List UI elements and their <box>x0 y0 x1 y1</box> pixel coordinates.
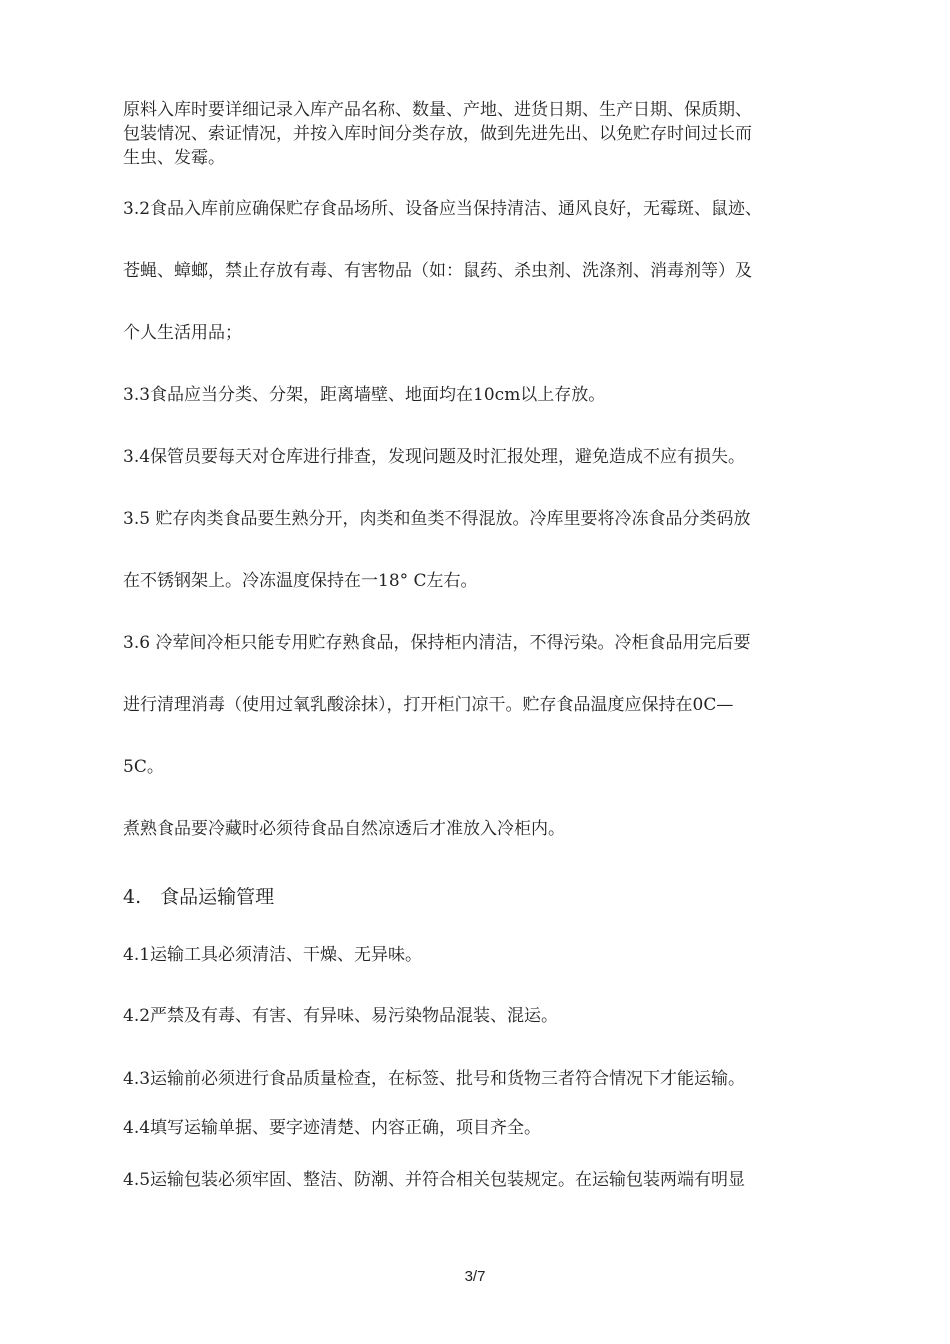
text-line: 煮熟食品要冷藏时必须待食品自然凉透后才准放入冷柜内。 <box>123 819 565 839</box>
text-line: 4.2严禁及有毒、有害、有异味、易污染物品混装、混运。 <box>123 1006 559 1026</box>
text-line: 3.5 贮存肉类食品要生熟分开，肉类和鱼类不得混放。冷库里要将冷冻食品分类码放 <box>123 509 751 529</box>
text-line: 3.6 冷荤间冷柜只能专用贮存熟食品，保持柜内清洁，不得污染。冷柜食品用完后要 <box>123 633 751 653</box>
text-line: 包装情况、索证情况，并按入库时间分类存放，做到先进先出、以免贮存时间过长而 <box>123 124 752 144</box>
section-heading: 4. 食品运输管理 <box>123 886 275 908</box>
text-line: 3.4保管员要每天对仓库进行排查，发现问题及时汇报处理，避免造成不应有损失。 <box>123 447 746 467</box>
text-line: 苍蝇、蟑螂，禁止存放有毒、有害物品（如：鼠药、杀虫剂、洗涤剂、消毒剂等）及 <box>123 261 752 281</box>
text-line: 原料入库时要详细记录入库产品名称、数量、产地、进货日期、生产日期、保质期、 <box>123 100 752 120</box>
text-line: 4.4填写运输单据、要字迹清楚、内容正确，项目齐全。 <box>123 1118 542 1138</box>
text-line: 3.3食品应当分类、分架，距离墙壁、地面均在10cm以上存放。 <box>123 385 606 405</box>
text-line: 5C。 <box>123 757 164 777</box>
text-line: 进行清理消毒（使用过氧乳酸涂抹），打开柜门凉干。贮存食品温度应保持在0C— <box>123 695 734 715</box>
text-line: 生虫、发霉。 <box>123 148 225 168</box>
text-line: 个人生活用品； <box>123 323 242 343</box>
text-line: 3.2食品入库前应确保贮存食品场所、设备应当保持清洁、通风良好，无霉斑、鼠迹、 <box>123 199 763 219</box>
text-line: 4.5运输包装必须牢固、整洁、防潮、并符合相关包装规定。在运输包装两端有明显 <box>123 1170 746 1190</box>
text-line: 在不锈钢架上。冷冻温度保持在一18° C左右。 <box>123 571 478 591</box>
text-line: 4.1运输工具必须清洁、干燥、无异味。 <box>123 945 423 965</box>
page-number: 3/7 <box>464 1268 486 1285</box>
text-line: 4.3运输前必须进行食品质量检查，在标签、批号和货物三者符合情况下才能运输。 <box>123 1069 746 1089</box>
